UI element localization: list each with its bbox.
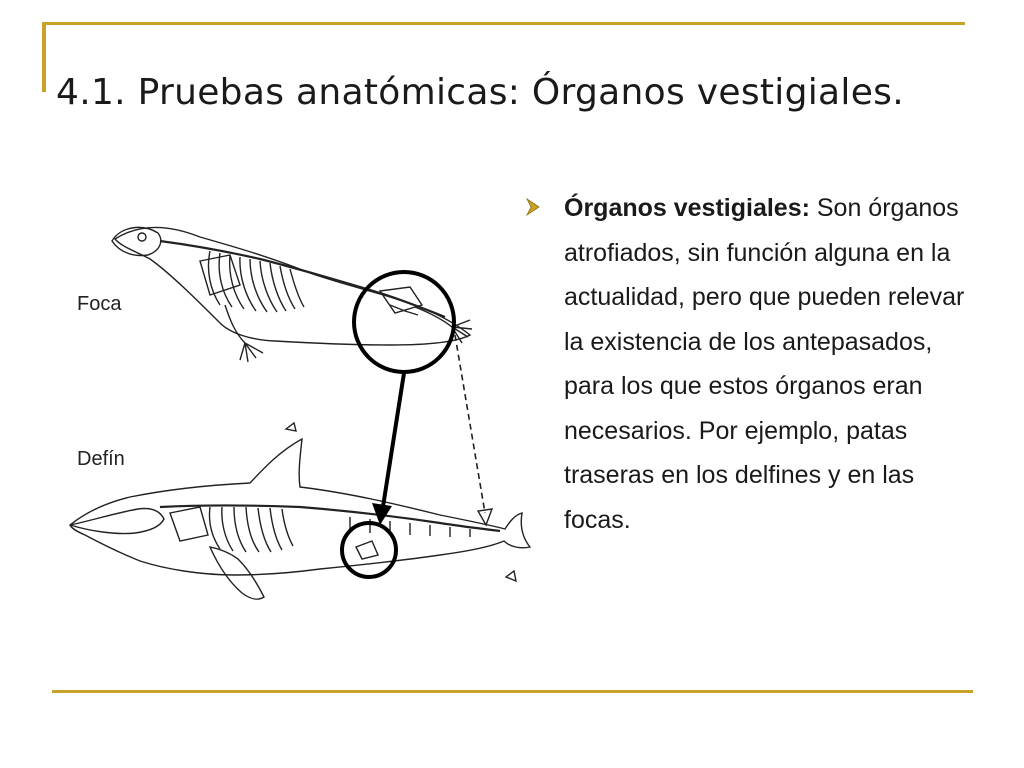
dolphin-vestigial-pelvis xyxy=(356,541,378,559)
dolphin-flipper-arrow-marker xyxy=(286,423,296,431)
dolphin-tail-vertebrae xyxy=(350,517,470,537)
title-bracket-vertical xyxy=(42,22,46,92)
definition-body: Son órganos atrofiados, sin función alguna en la actualidad, pero que pueden relevar la existencia de los antepasados, para los que estos órganos eran necesarios. Por ejemplo, patas traseras en los delfines y en las focas. xyxy=(564,194,965,534)
seal-label: Foca xyxy=(77,293,122,315)
chevron-right-icon xyxy=(524,197,542,217)
dolphin-fluke-arrow-marker xyxy=(506,571,516,581)
seal-skeleton-illustration xyxy=(112,227,472,362)
seal-highlight-circle xyxy=(354,272,454,372)
dashed-connector-arrow xyxy=(455,335,485,513)
seal-front-flipper xyxy=(225,305,263,362)
dolphin-scapula xyxy=(170,507,208,541)
slide-title: 4.1. Pruebas anatómicas: Órganos vestigiales. xyxy=(56,72,904,113)
seal-ribs xyxy=(208,251,304,312)
dolphin-skull xyxy=(70,508,164,533)
footer-divider xyxy=(52,690,973,693)
title-bracket-top-rule xyxy=(42,22,965,25)
dolphin-label: Defín xyxy=(77,448,125,470)
seal-tail-vertebrae xyxy=(390,305,418,315)
seal-skull xyxy=(112,227,161,255)
dolphin-flipper xyxy=(210,547,264,599)
solid-connector-arrow xyxy=(382,373,404,513)
dolphin-highlight-circle xyxy=(342,523,396,577)
seal-dolphin-skeleton-figure xyxy=(60,195,540,615)
seal-body-outline xyxy=(115,228,470,346)
definition-term: Órganos vestigiales: xyxy=(564,194,810,222)
dolphin-ribs xyxy=(209,507,293,552)
definition-text xyxy=(564,186,976,542)
dolphin-skeleton-illustration xyxy=(70,423,530,599)
